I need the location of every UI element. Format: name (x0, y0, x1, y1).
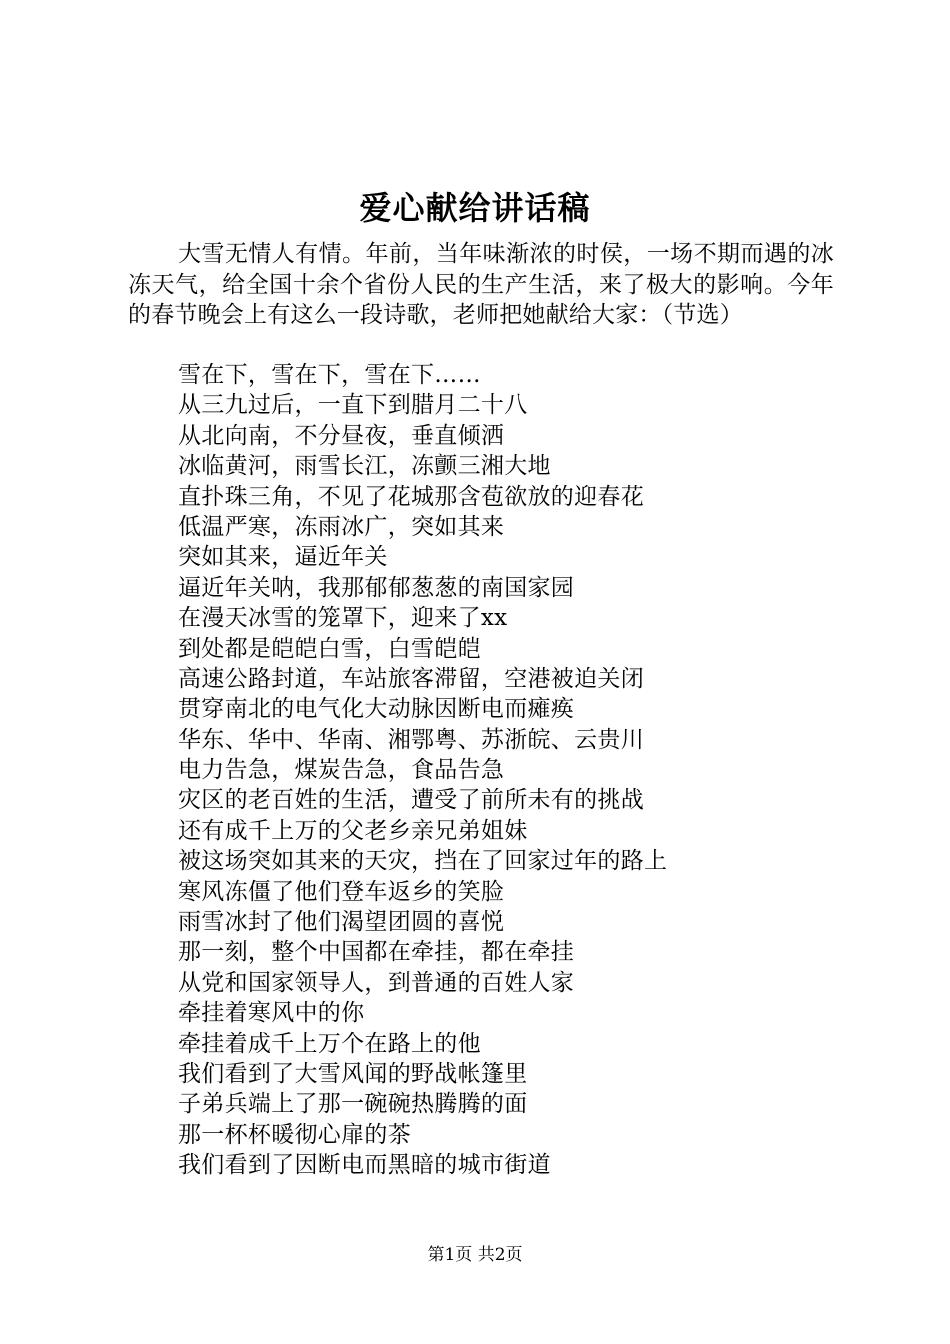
poem-line: 牵挂着寒风中的你 (178, 1000, 365, 1027)
poem-line: 高速公路封道，车站旅客滞留，空港被迫关闭 (178, 665, 644, 692)
poem-line: 那一刻，整个中国都在牵挂，都在牵挂 (178, 939, 575, 966)
poem-line: 被这场突如其来的天灾，挡在了回家过年的路上 (178, 848, 668, 875)
poem-line: 我们看到了因断电而黑暗的城市街道 (178, 1152, 551, 1179)
page-number-footer: 第1页 共2页 (427, 1245, 523, 1265)
poem-line: 在漫天冰雪的笼罩下，迎来了xx (178, 605, 508, 632)
poem-line: 冰临黄河，雨雪长江，冻颤三湘大地 (178, 453, 551, 480)
poem-line: 从北向南，不分昼夜，垂直倾洒 (178, 422, 505, 449)
document-title: 爱心献给讲话稿 (359, 189, 591, 227)
poem-line: 雪在下，雪在下，雪在下…… (178, 362, 481, 388)
poem-line: 还有成千上万的父老乡亲兄弟姐妹 (178, 817, 528, 844)
poem-line: 雨雪冰封了他们渴望团圆的喜悦 (178, 909, 505, 936)
poem-line: 到处都是皑皑白雪，白雪皑皑 (178, 635, 481, 662)
intro-paragraph: 大雪无情人有情。年前，当年味渐浓的时侯，一场不期而遇的冰冻天气，给全国十余个省份人民的生产生活，来了极大的影响。今年的春节晚会上有这么一段诗歌，老师把她献给大家：（节选） (128, 241, 834, 328)
poem-line: 从党和国家领导人，到普通的百姓人家 (178, 969, 575, 996)
poem-line: 灾区的老百姓的生活，遭受了前所未有的挑战 (178, 787, 644, 814)
poem-line: 牵挂着成千上万个在路上的他 (178, 1030, 481, 1057)
poem-line: 那一杯杯暖彻心扉的茶 (178, 1121, 411, 1148)
poem-line: 电力告急，煤炭告急，食品告急 (178, 757, 505, 784)
poem-line: 寒风冻僵了他们登车返乡的笑脸 (178, 878, 505, 905)
poem-line: 从三九过后，一直下到腊月二十八 (178, 392, 528, 419)
poem-line: 低温严寒，冻雨冰广，突如其来 (178, 513, 505, 540)
poem-excerpt (178, 360, 838, 1181)
poem-line: 我们看到了大雪风闻的野战帐篷里 (178, 1060, 528, 1087)
poem-line: 逼近年关呐，我那郁郁葱葱的南国家园 (178, 574, 575, 601)
poem-line: 子弟兵端上了那一碗碗热腾腾的面 (178, 1091, 528, 1118)
poem-line: 直扑珠三角，不见了花城那含苞欲放的迎春花 (178, 483, 644, 510)
poem-line: 华东、华中、华南、湘鄂粤、苏浙皖、云贵川 (178, 726, 644, 753)
poem-line: 贯穿南北的电气化大动脉因断电而瘫痪 (178, 696, 575, 723)
poem-line: 突如其来，逼近年关 (178, 544, 388, 571)
